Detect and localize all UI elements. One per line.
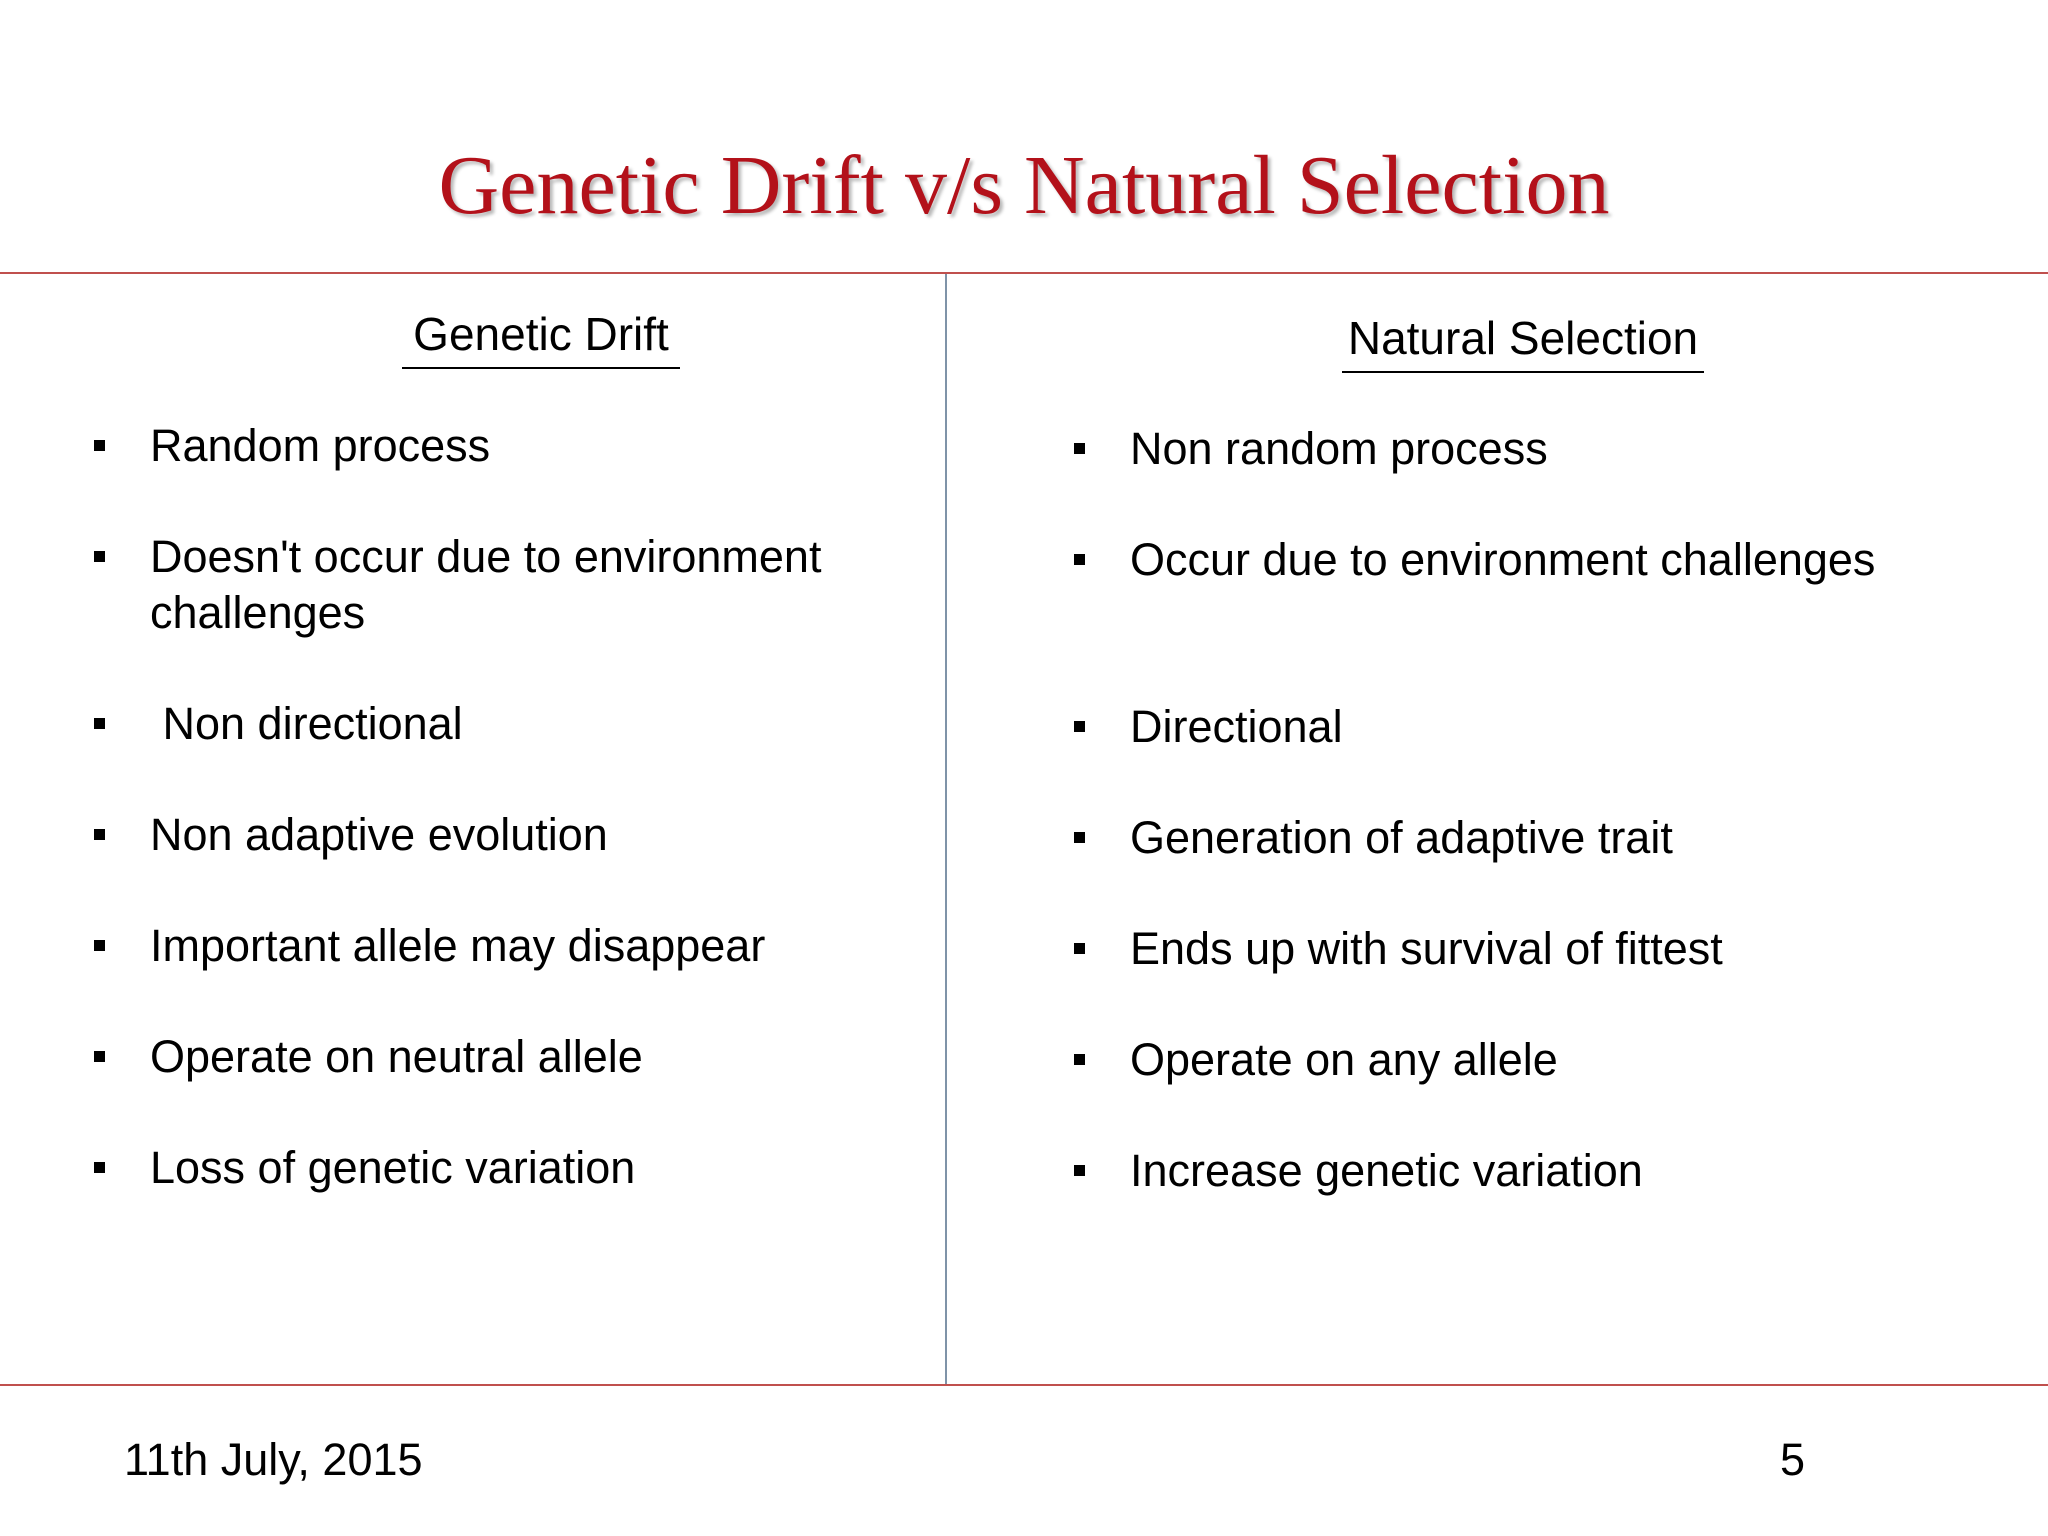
list-item: [90, 1029, 910, 1085]
square-bullet-icon: [94, 551, 105, 562]
right-column-heading: Natural Selection: [1342, 312, 1704, 373]
list-item: [90, 1140, 910, 1196]
list-item: [1070, 810, 2030, 866]
list-item: [90, 529, 910, 641]
left-column-heading: Genetic Drift: [402, 308, 680, 369]
bottom-rule: [0, 1384, 2048, 1386]
list-item-text: Occur due to environment challenges: [1130, 534, 1876, 585]
square-bullet-icon: [1074, 1165, 1085, 1176]
list-item-text: Non adaptive evolution: [150, 809, 608, 860]
list-item: [90, 696, 910, 752]
list-item: [90, 807, 910, 863]
page-number: 5: [1780, 1434, 1806, 1485]
list-item: [1070, 699, 2030, 755]
list-item-text: Doesn't occur due to environment challenges: [150, 531, 822, 638]
square-bullet-icon: [94, 1051, 105, 1062]
list-item-text: Generation of adaptive trait: [1130, 812, 1673, 863]
list-item-text: Operate on any allele: [1130, 1034, 1558, 1085]
list-item: [90, 418, 910, 474]
list-item: [1070, 1032, 2030, 1088]
square-bullet-icon: [94, 829, 105, 840]
square-bullet-icon: [94, 940, 105, 951]
list-item-text: Directional: [1130, 701, 1343, 752]
list-item-text: Random process: [150, 420, 491, 471]
list-item-text: Loss of genetic variation: [150, 1142, 636, 1193]
square-bullet-icon: [1074, 943, 1085, 954]
list-item-text: Non directional: [150, 698, 463, 749]
list-item-text: Operate on neutral allele: [150, 1031, 643, 1082]
list-item-text: Ends up with survival of fittest: [1130, 923, 1723, 974]
column-divider: [945, 274, 947, 1384]
list-item: [1070, 1143, 2030, 1199]
list-item: [1070, 921, 2030, 977]
square-bullet-icon: [1074, 721, 1085, 732]
list-item: [1070, 421, 2030, 477]
square-bullet-icon: [1074, 554, 1085, 565]
square-bullet-icon: [94, 440, 105, 451]
top-rule: [0, 272, 2048, 274]
square-bullet-icon: [94, 1162, 105, 1173]
list-item: [90, 918, 910, 974]
square-bullet-icon: [94, 718, 105, 729]
list-item-text: Non random process: [1130, 423, 1548, 474]
list-item: [1070, 532, 2030, 588]
footer-date: 11th July, 2015: [124, 1434, 423, 1485]
square-bullet-icon: [1074, 832, 1085, 843]
list-item-text: Increase genetic variation: [1130, 1145, 1643, 1196]
square-bullet-icon: [1074, 1054, 1085, 1065]
list-item-text: Important allele may disappear: [150, 920, 766, 971]
square-bullet-icon: [1074, 443, 1085, 454]
slide-title: Genetic Drift v/s Natural Selection: [438, 139, 1610, 232]
